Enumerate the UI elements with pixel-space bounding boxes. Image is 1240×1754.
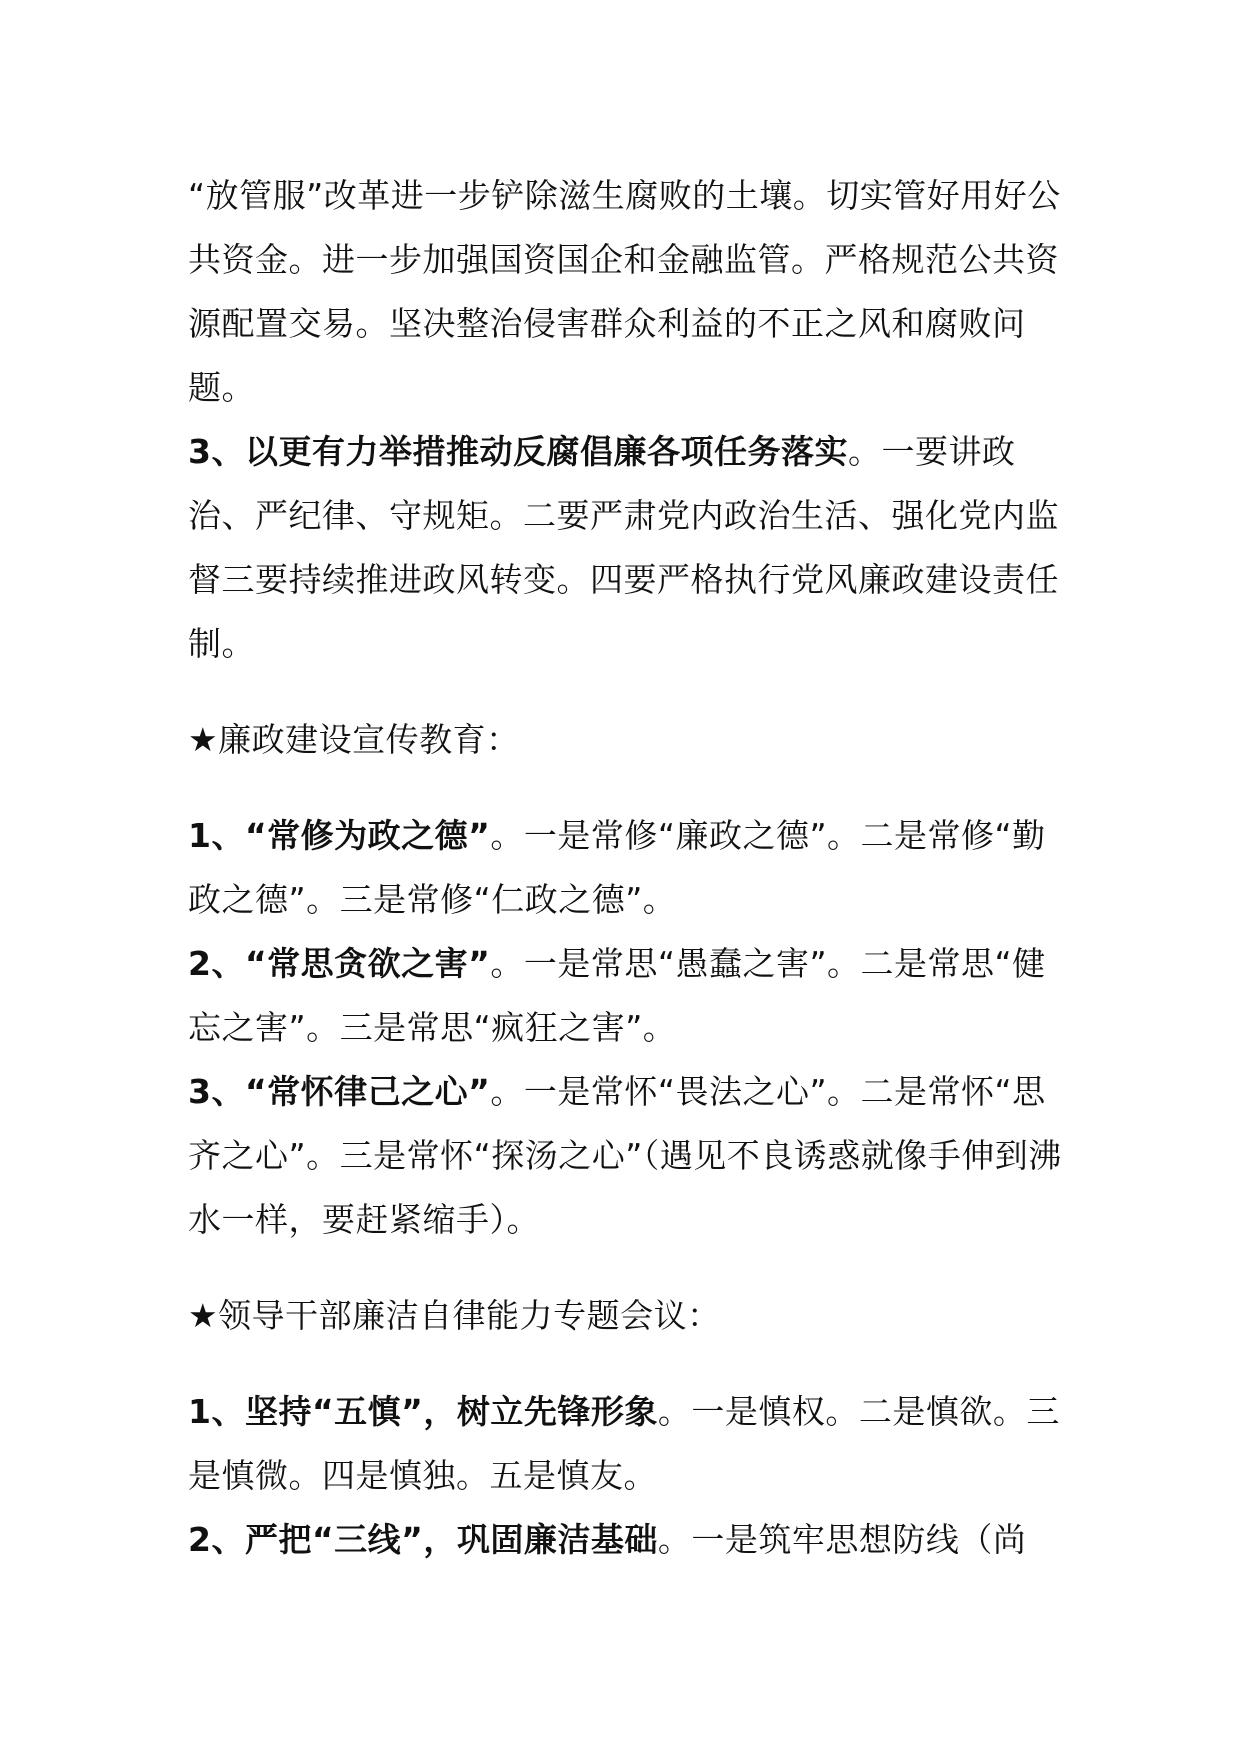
meeting-item-1 xyxy=(188,1380,1068,1508)
edu-item-3-heading: 3、“常怀律己之心” xyxy=(188,1072,491,1111)
section-title-education xyxy=(188,708,1068,772)
edu-item-3 xyxy=(188,1060,1068,1252)
meeting-item-1-heading: 1、坚持“五慎”，树立先锋形象 xyxy=(188,1392,658,1431)
edu-item-2 xyxy=(188,932,1068,1060)
paragraph-reform-text: “放管服”改革进一步铲除滋生腐败的土壤。切实管好用好公共资金。进一步加强国资国企和金融监管。严格规范公共资源配置交易。坚决整治侵害群众利益的不正之风和腐败问题。 xyxy=(188,176,1061,407)
section-meeting-title: 领导干部廉洁自律能力专题会议： xyxy=(218,1296,721,1335)
edu-item-1 xyxy=(188,804,1068,932)
paragraph-reform xyxy=(188,164,1068,420)
edu-item-3-body: 。一是常怀“畏法之心”。二是常怀“思齐之心”。三是常怀“探汤之心”（遇见不良诱惑就像手伸到沸水一样，要赶紧缩手）。 xyxy=(188,1072,1062,1239)
star-icon: ★ xyxy=(188,720,219,759)
edu-item-2-heading: 2、“常思贪欲之害” xyxy=(188,944,491,983)
star-icon: ★ xyxy=(188,1296,219,1335)
section-education-title: 廉政建设宣传教育： xyxy=(218,720,520,759)
document-body xyxy=(188,164,1068,1572)
edu-item-2-body: 。一是常思“愚蠢之害”。二是常思“健忘之害”。三是常思“疯狂之害”。 xyxy=(188,944,1046,1047)
meeting-item-2-heading: 2、严把“三线”，巩固廉洁基础 xyxy=(188,1520,658,1559)
item-3-heading: 3、以更有力举措推动反腐倡廉各项任务落实 xyxy=(188,432,848,471)
section-title-meeting xyxy=(188,1284,1068,1348)
meeting-item-2-body: 。一是筑牢思想防线（尚 xyxy=(657,1520,1027,1559)
item-3-body: 一要讲政治、严纪律、守规矩。二要严肃党内政治生活、强化党内监督三要持续推进政风转变。四要严格执行党风廉政建设责任制。 xyxy=(188,432,1059,663)
edu-item-1-heading: 1、“常修为政之德” xyxy=(188,816,491,855)
edu-item-1-body: 。一是常修“廉政之德”。二是常修“勤政之德”。三是常修“仁政之德”。 xyxy=(188,816,1046,919)
meeting-item-2 xyxy=(188,1508,1068,1572)
paragraph-item-3-measures xyxy=(188,420,1068,676)
item-3-punct: 。 xyxy=(847,432,882,471)
meeting-item-1-body: 。一是慎权。二是慎欲。三是慎微。四是慎独。五是慎友。 xyxy=(188,1392,1060,1495)
